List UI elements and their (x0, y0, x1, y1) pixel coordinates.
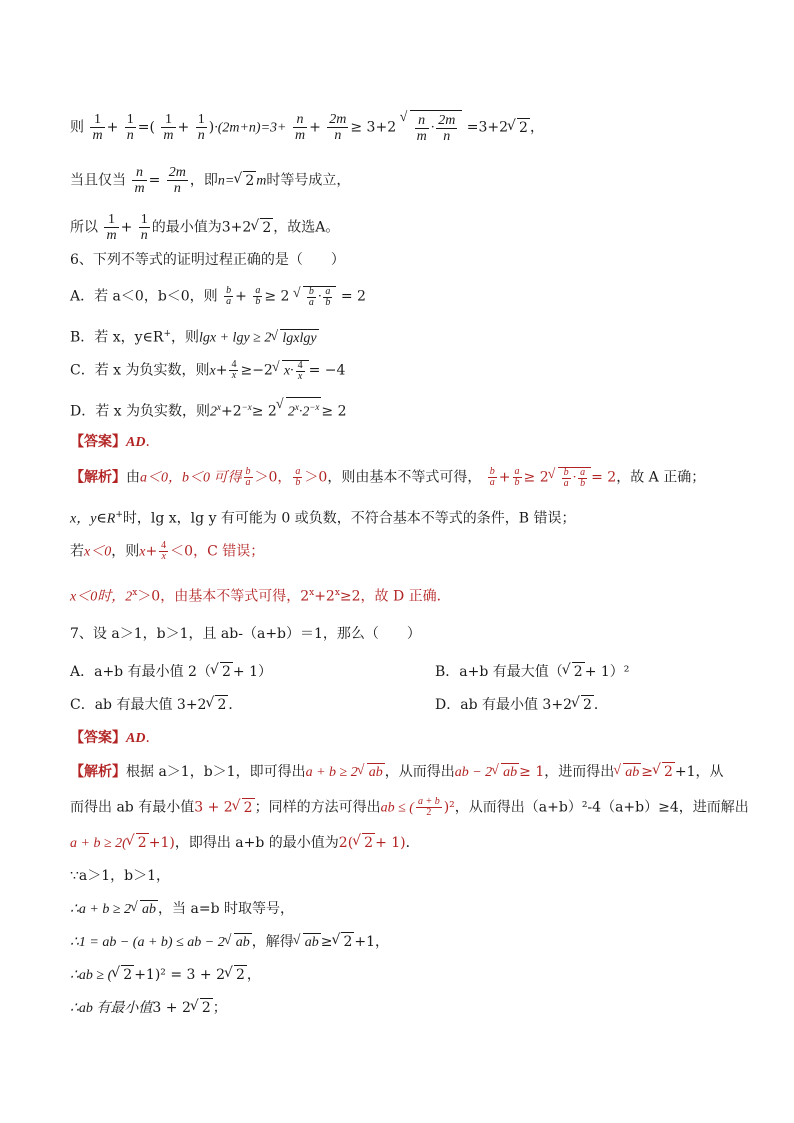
text: 的最小值为 (151, 219, 222, 236)
analysis-7-step-1: ∵a＞1，b＞1， (70, 868, 171, 884)
analysis-7-step-2: ∴a + b ≥ 2√ ab ，当 a=b 时取等号， (70, 899, 734, 920)
fraction: $\frac{n}{m}$ (294, 112, 306, 144)
option-b: B．a+b 有最大值（√ 2 + 1）² (435, 662, 629, 682)
math-expr: n= (217, 173, 235, 189)
text-line: 当且仅当 $\frac{n}{m}$ = $\frac{2m}{n}$ ，即n=√ 2 m时等号成立， (70, 165, 734, 196)
analysis-6-line-1: 【解析】由a＜0，b＜0 可得 $\frac{b}{a}$ ＞0， $\frac{a}{b}$ ＞0，则由基本不等式可得， $\frac{b}{a}$ + $\frac{a}{b}$ ≥ 2 √ $\frac{b}{a}$ · $\frac{a}{b}$ = 2，故 A 正确； (70, 467, 734, 489)
option-row-1 (70, 662, 734, 682)
analysis-7-line-3: a + b ≥ 2(√ 2 +1)，即得出 a+b 的最小值为2(√ 2 + 1)． (70, 833, 734, 854)
sqrt: √ 2 (517, 118, 530, 137)
answer-6: 【答案】AD． (70, 434, 160, 450)
fraction: √ $\frac{n}{m}$ (416, 113, 427, 144)
fraction: $\frac{1}{n}$ (126, 112, 134, 144)
text: 当且仅当 (70, 172, 126, 189)
text: 所以 (70, 219, 98, 236)
analysis-7-step-3: ∴1 = ab − (a + b) ≤ ab − 2√ ab ，解得√ ab ≥√ 2 +1， (70, 932, 734, 953)
option-a: A．若 a＜0，b＜0，则 $\frac{b}{a}$ + $\frac{a}{b}$ ≥ 2 √ $\frac{b}{a}$ · $\frac{a}{b}$ = 2 (70, 286, 734, 308)
fraction: $\frac{1}{n}$ (140, 212, 148, 243)
math-expr: ·(2m+n)=3+ (214, 120, 287, 136)
option-d: D．若 x 为负实数，则$2^x+2^{-x}\ge 2√$ $2^x\cdot 2^{-x} \ge 2$ (70, 397, 734, 423)
fraction: $\frac{a}{b}$ (255, 285, 261, 308)
option-a: A．a+b 有最小值 2（√ 2 + 1） (70, 664, 272, 680)
sqrt: √ $2^x\cdot 2^{-x}$ (286, 397, 322, 422)
fraction: $\frac{1}{m}$ (163, 112, 174, 144)
fraction: $\frac{4}{x}$ (231, 359, 237, 382)
sqrt: √ $\frac{b}{a}$ · $\frac{a}{b}$ (558, 467, 592, 489)
text-line: 所以 $\frac{1}{m}$ + $\frac{1}{n}$ 的最小值为3+2√ 2 ，故选A。 (70, 212, 734, 243)
fraction: $\frac{b}{a}$ (226, 285, 232, 308)
option-c: C．ab 有最大值 3+2√ 2 ． (70, 697, 242, 713)
math-expr: =3+2 (466, 119, 509, 136)
sqrt: √ lgxlgy (280, 329, 318, 348)
option-row-2 (70, 695, 734, 715)
analysis-6-line-3: 若x＜0，则x+ $\frac{4}{x}$ ＜0，C 错误； (70, 540, 265, 562)
fraction: $\frac{2m}{n}$ (168, 165, 186, 196)
sqrt: √ $\frac{n}{m}$ · $\frac{2m}{n}$ (410, 110, 463, 146)
fraction: $\frac{1}{n}$ (197, 112, 205, 144)
text: 则 (70, 119, 84, 136)
answer-7: 【答案】AD． (70, 730, 160, 746)
fraction: $\frac{1}{m}$ (92, 112, 103, 144)
fraction: $\frac{n}{m}$ (134, 165, 145, 196)
sqrt: √ $\frac{b}{a}$ · $\frac{a}{b}$ (303, 286, 337, 308)
analysis-7-step-4: ∴ab ≥ (√ 2 +1)² = 3 + 2√ 2 ， (70, 965, 734, 986)
analysis-6-line-4: x＜0时，$2^x>0$，由基本不等式可得，$2^x+2^x\ge 2$，故 D 正确． (70, 588, 451, 605)
fraction: $\frac{2m}{n}$ (438, 113, 456, 144)
math-expr: ≥ 3+2 (350, 119, 397, 136)
text-line: 则 $\frac{1}{m}$ + $\frac{1}{n}$ =( $\frac{1}{m}$ + $\frac{1}{n}$ )·(2m+n)=3+ $\frac{n}{m}$ + $\frac{2m}{n}$ ≥ 3+2 √ $\frac{n}{m}$ · $\frac{2m}{n}$ =3+2√ 2 ， (70, 110, 734, 146)
analysis-7-step-5: ∴ab 有最小值3 + 2√ 2 ； (70, 998, 734, 1019)
text: ，故选A。 (273, 219, 340, 236)
question-6-stem: 6、下列不等式的证明过程正确的是（ ） (70, 252, 345, 268)
analysis-7-line-1: 【解析】根据 a＞1，b＞1，即可得出a + b ≥ 2√ ab ，从而得出ab − 2√ ab ≥ 1，进而得出√ ab ≥√ 2 +1，从 (70, 762, 734, 783)
option-c: C．若 x 为负实数，则x+ $\frac{4}{x}$ ≥−2√ x· $\frac{4}{x}$ = −4 (70, 360, 734, 382)
text: ，即 (189, 172, 218, 189)
sqrt: √ 2 (260, 218, 273, 237)
option-b: B．若 x，y∈R+，则lgx + lgy ≥ 2√ lgxlgy (70, 324, 734, 349)
analysis-7-line-2: 而得出 ab 有最小值3 + 2√ 2 ；同样的方法可得出ab ≤ ( $\frac{a + b}{2}$ )²，从而得出（a+b）²-4（a+b）≥4，进而解出 (70, 797, 734, 819)
sqrt: √ x· $\frac{4}{x}$ (282, 360, 309, 382)
option-d: D．ab 有最小值 3+2√ 2 ． (435, 695, 608, 715)
sqrt: √ 2 (243, 171, 256, 190)
fraction: $\frac{2m}{n}$ (329, 112, 347, 144)
text: 时等号成立， (266, 172, 351, 189)
question-7-stem: 7、设 a＞1，b＞1，且 ab-（a+b）＝1，那么（ ） (70, 626, 421, 642)
fraction: $\frac{1}{m}$ (106, 212, 117, 243)
analysis-6-line-2: x，y∈R+时，lg x，lg y 有可能为 0 或负数，不符合基本不等式的条件，B 错误； (70, 510, 576, 527)
